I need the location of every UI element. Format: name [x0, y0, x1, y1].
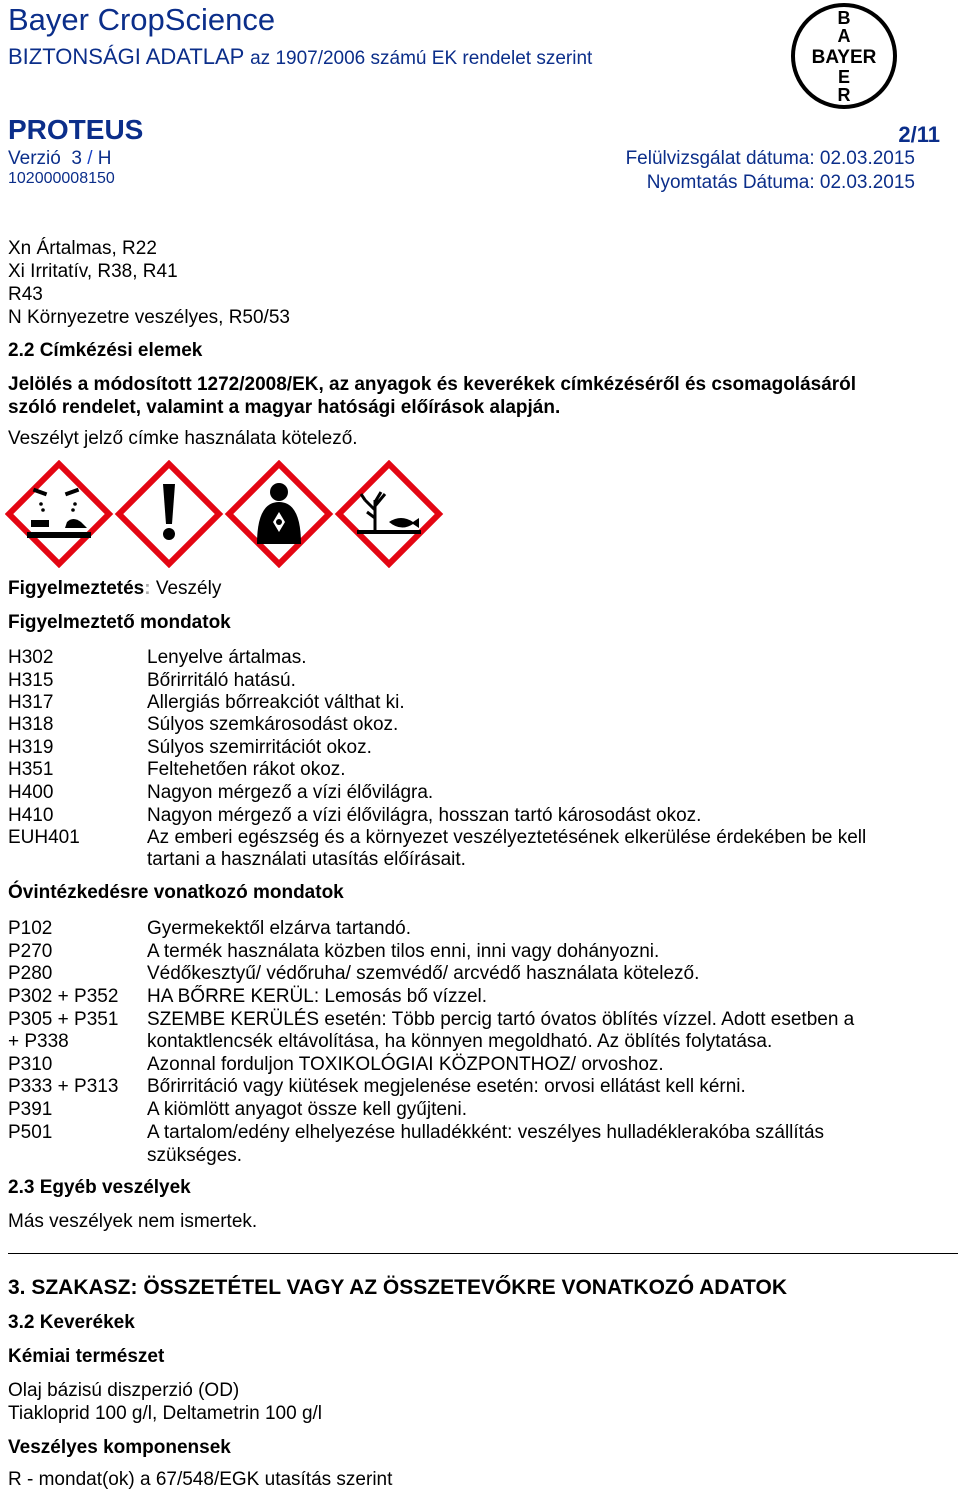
logo-letter-r: R: [837, 85, 851, 105]
version: [8, 148, 112, 170]
logo-letter-e: E: [837, 67, 851, 87]
logo-letter-a: A: [837, 26, 851, 46]
hazard-code: H319: [8, 737, 54, 758]
logo-row: BAYER: [811, 47, 877, 68]
corrosion-icon: [9, 464, 109, 564]
classification-line: N Környezetre veszélyes, R50/53: [8, 307, 290, 328]
hazard-code: H400: [8, 782, 54, 803]
company-name: Bayer CropScience: [8, 2, 276, 37]
hazard-code: EUH401: [8, 827, 80, 848]
precaution-text: Bőrirritáció vagy kiütések megjelenése esetén: orvosi ellátást kell kérni.: [147, 1076, 746, 1097]
hazard-code: H315: [8, 670, 54, 691]
section-heading-2-2: 2.2 Címkézési elemek: [8, 340, 203, 361]
hazard-text: Nagyon mérgező a vízi élővilágra.: [147, 782, 434, 803]
classification-line: Xi Irritatív, R38, R41: [8, 261, 178, 282]
precaution-code: P302 + P352: [8, 986, 119, 1007]
bayer-logo: [790, 2, 898, 110]
signal-word: Veszély: [155, 578, 222, 599]
version-slash: /: [87, 148, 93, 169]
hazard-text: Nagyon mérgező a vízi élővilágra, hosszan tartó károsodást okoz.: [147, 805, 702, 826]
hazard-code: H318: [8, 714, 54, 735]
label-required-text: Veszélyt jelző címke használata kötelező.: [8, 428, 358, 449]
chemical-nature-line: Olaj bázisú diszperzió (OD): [8, 1380, 240, 1401]
environment-icon: [339, 464, 439, 564]
precaution-code: P280: [8, 963, 53, 984]
exclamation-icon: [119, 464, 219, 564]
precaution-code-continued: + P338: [8, 1031, 69, 1052]
hazardous-components-heading: Veszélyes komponensek: [8, 1437, 231, 1458]
print-date: Nyomtatás Dátuma: 02.03.2015: [646, 172, 915, 193]
hazard-statements-heading: Figyelmeztető mondatok: [8, 612, 231, 633]
section-divider: [8, 1253, 958, 1254]
precaution-text: A termék használata közben tilos enni, inni vagy dohányozni.: [147, 941, 660, 962]
version-letter: H: [97, 148, 112, 169]
version-number: 3: [71, 148, 82, 169]
precaution-code: P305 + P351: [8, 1009, 119, 1030]
precaution-text: A tartalom/edény elhelyezése hulladékként: veszélyes hulladéklerakóba szállítás: [147, 1122, 825, 1143]
hazard-text: Feltehetően rákot okoz.: [147, 759, 346, 780]
precautionary-heading: Óvintézkedésre vonatkozó mondatok: [8, 882, 344, 903]
regulation-text: az 1907/2006 számú EK rendelet szerint: [250, 48, 593, 69]
product-name: PROTEUS: [8, 114, 144, 145]
classification-line: Xn Ártalmas, R22: [8, 238, 157, 259]
signal-word-row: [8, 578, 221, 600]
precaution-code: P391: [8, 1099, 53, 1120]
hazard-code: H302: [8, 647, 54, 668]
hazard-text: Súlyos szemirritációt okoz.: [147, 737, 372, 758]
hazard-text-continued: tartani a használati utasítás előírásait.: [147, 849, 466, 870]
ghs-pictograms: [5, 460, 445, 568]
sub-heading-3-2: 3.2 Keverékek: [8, 1312, 135, 1333]
chemical-nature-heading: Kémiai természet: [8, 1346, 165, 1367]
hazard-code: H351: [8, 759, 54, 780]
hazard-text: Bőrirritáló hatású.: [147, 670, 296, 691]
precaution-text: Védőkesztyű/ védőruha/ szemvédő/ arcvédő használata kötelező.: [147, 963, 700, 984]
precaution-code: P501: [8, 1122, 53, 1143]
signal-word-label: Figyelmeztetés: [8, 578, 145, 599]
version-label: Verzió: [8, 148, 61, 169]
chemical-nature-line: Tiakloprid 100 g/l, Deltametrin 100 g/l: [8, 1403, 323, 1424]
hazard-code: H410: [8, 805, 54, 826]
section-heading-3: 3. SZAKASZ: ÖSSZETÉTEL VAGY AZ ÖSSZETEVŐKRE VONATKOZÓ ADATOK: [8, 1276, 788, 1299]
precaution-text: SZEMBE KERÜLÉS esetén: Több percig tartó óvatos öblítés vízzel. Adott esetben a: [147, 1009, 855, 1030]
hazard-text: Súlyos szemkárosodást okoz.: [147, 714, 399, 735]
page-number: 2/11: [898, 122, 940, 147]
precaution-code: P333 + P313: [8, 1076, 119, 1097]
labelling-intro-line2: szóló rendelet, valamint a magyar hatósági előírások alapján.: [8, 397, 561, 418]
health-hazard-icon: [229, 464, 329, 564]
hazard-text: Az emberi egészség és a környezet veszélyeztetésének elkerülése érdekében be kell: [147, 827, 867, 848]
sds-title-text: BIZTONSÁGI ADATLAP: [8, 44, 244, 69]
precaution-text: HA BŐRRE KERÜL: Lemosás bő vízzel.: [147, 986, 488, 1007]
hazard-text: Allergiás bőrreakciót válthat ki.: [147, 692, 405, 713]
precaution-text: A kiömlött anyagot össze kell gyűjteni.: [147, 1099, 468, 1120]
precaution-text: Azonnal forduljon TOXIKOLÓGIAI KÖZPONTHOZ/ orvoshoz.: [147, 1054, 664, 1075]
precaution-code: P102: [8, 918, 53, 939]
section-heading-2-3: 2.3 Egyéb veszélyek: [8, 1177, 191, 1198]
precaution-code: P270: [8, 941, 53, 962]
classification-line: R43: [8, 284, 43, 305]
precaution-text-continued: szükséges.: [147, 1145, 243, 1166]
hazard-code: H317: [8, 692, 54, 713]
signal-word-colon: :: [144, 578, 151, 599]
revision-date: Felülvizsgálat dátuma: 02.03.2015: [625, 148, 915, 169]
sds-title: [8, 44, 592, 70]
material-number: 102000008150: [8, 170, 115, 187]
labelling-intro-line1: Jelölés a módosított 1272/2008/EK, az anyagok és keverékek címkézéséről és csomagolásáról: [8, 374, 857, 395]
hazard-text: Lenyelve ártalmas.: [147, 647, 307, 668]
hazardous-components-text: R - mondat(ok) a 67/548/EGK utasítás szerint: [8, 1469, 393, 1490]
other-hazards-text: Más veszélyek nem ismertek.: [8, 1211, 258, 1232]
precaution-code: P310: [8, 1054, 53, 1075]
logo-letter-b: B: [837, 8, 851, 28]
precaution-text-continued: kontaktlencsék eltávolítása, ha könnyen megoldható. Az öblítés folytatása.: [147, 1031, 773, 1052]
precaution-text: Gyermekektől elzárva tartandó.: [147, 918, 412, 939]
